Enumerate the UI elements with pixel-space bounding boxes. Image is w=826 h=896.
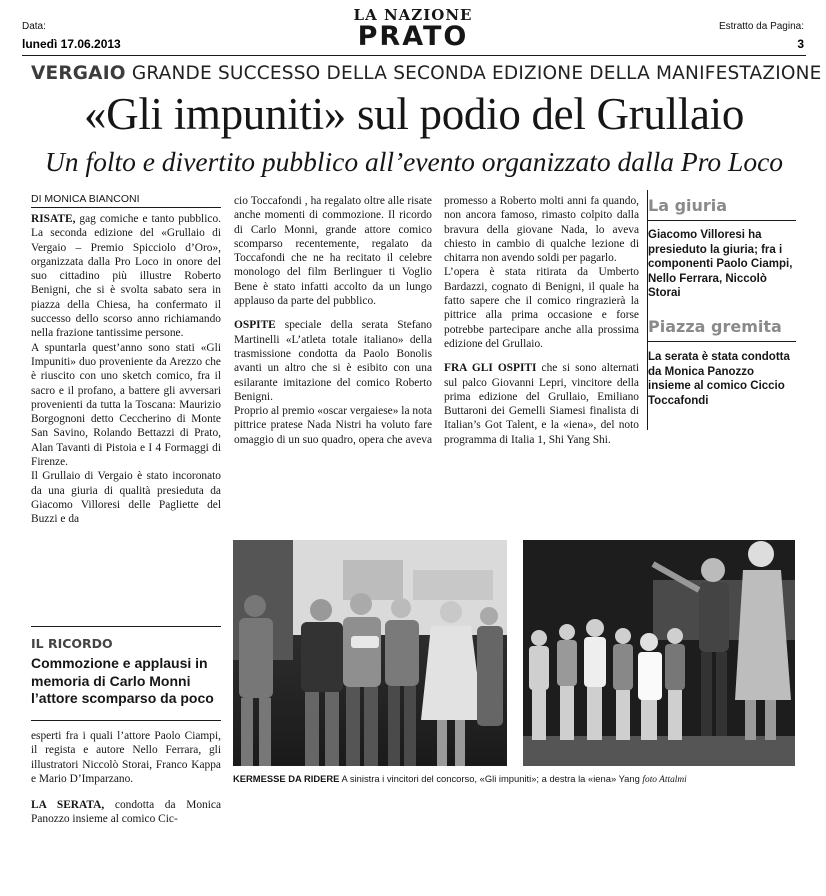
col2-paragraph-3: Proprio al premio «oscar vergaiese» la nota pittrice pratese Nada Nistri ha voluto fare omaggio di un suo quadro, opera che aveva	[234, 405, 433, 446]
col3-paragraph-2: L’opera è stata ritirata da Umberto Bardazzi, cognato di Benigni, il quale ha fatto sapere che il comico ringrazierà la pittrice alla prima occasione e forse potrebbe partecipare anche alla prossima edizione del Grullaio.	[444, 266, 639, 350]
ricordo-top-rule	[31, 626, 221, 627]
col3-paragraph-1: promesso a Roberto molti anni fa quando, non ancora famoso, rimasto colpito dalla bravura della giovane Nada, lo aveva chiesto in cambio di qualche lezione di chitarra non avendo soldi per pagarlo.	[444, 195, 639, 265]
ricordo-bottom-rule	[31, 720, 221, 721]
date-value: lunedì 17.06.2013	[22, 37, 121, 51]
headline: «Gli impuniti» sul podio del Grullaio	[83, 89, 745, 139]
kicker-text: GRANDE SUCCESSO DELLA SECONDA EDIZIONE DELLA MANIFESTAZIONE	[131, 63, 822, 84]
subheadline: Un folto e divertito pubblico all’evento organizzato dalla Pro Loco	[44, 146, 784, 177]
col1-lower-p2-text: condotta da Monica Panozzo insieme al comico Cic-	[31, 799, 222, 826]
col1-lower-paragraph-2	[31, 798, 221, 827]
page-label: Estratto da Pagina:	[718, 21, 804, 32]
byline: DI MONICA BIANCONI	[31, 193, 140, 205]
article-column-3	[444, 194, 639, 447]
header-rule	[22, 55, 806, 56]
piazza-text: La serata è stata condotta da Monica Panozzo insieme al comico Ciccio Toccafondi	[648, 351, 790, 407]
col1-p1-text: gag comiche e tanto pubblico. La seconda edizione del «Grullaio di Vergaio – Premio Spicciolo d’Oro», organizzata dalla Pro Loco in onore del suo cittadino più illustre Roberto Benigni, che si è svolta sabato sera in piazza della Chiesa, ha confermato il successo dello scorso anno richiamando nella frazione tantissime persone.	[31, 213, 221, 340]
col3-p3-text: che si sono alternati sul palco Giovanni Lepri, vincitore della prima edizione del Grullaio, Emiliano Buttaroni dei Gemelli Siamesi finalista di Italian’s Got Talent, e la «iena», del noto programma di Italia 1, Shi Yang Shi.	[444, 362, 639, 446]
caption-lead: KERMESSE DA RIDERE	[233, 773, 340, 784]
caption-credit: foto Attalmi	[642, 775, 687, 785]
col1-paragraph-3: Il Grullaio di Vergaio è stato incoronato da una giuria di qualità presieduta da Giacomo Villoresi delle Pagliette del Buzzi e da	[31, 470, 221, 526]
col3-lead: FRA GLI OSPITI	[444, 362, 537, 375]
date-label: Data:	[22, 21, 46, 32]
col1-paragraph-1	[31, 212, 221, 341]
photo-iena-yang	[523, 540, 795, 766]
piazza-title: Piazza gremita	[648, 317, 782, 336]
col2-p2-text: speciale della serata Stefano Martinelli «L’atleta totale italiano» della trasmissione condotta da Paolo Bonolis avanti un altro che si è esibito con una esilarante imitazione del comico Roberto Benigni.	[234, 319, 432, 403]
col2-paragraph-1: cio Toccafondi , ha regalato oltre alle risate anche momenti di commozione. Il ricordo di Carlo Monni, grande attore comico scomparso recentemente, regalato da Toccafondi che ne ha recitato il celebre monologo del film Berlinguer ti Voglio Bene è stato infatti accolto da un lungo applauso da parte del pubblico.	[234, 195, 432, 308]
caption-text: A sinistra i vincitori del concorso, «Gli impuniti»; a destra la «iena» Yang	[341, 773, 640, 784]
giuria-rule	[648, 220, 796, 221]
kicker-location: VERGAIO	[31, 63, 126, 84]
article-column-2	[234, 194, 432, 447]
byline-rule	[31, 207, 221, 208]
article-kicker	[31, 63, 822, 85]
article-column-1	[31, 212, 221, 527]
page-value: 3	[797, 37, 804, 51]
col1-paragraph-2: A spuntarla quest’anno sono stati «Gli Impuniti» duo proveniente da Arezzo che è riuscito con uno sketch comico, fra il sacro e il profano, a battere gli avversari provenienti da tutta la Toscana: Maurizio Borgognoni detto Ceccherino di Monte San Savino, Rolando Bettazzi di Prato, Alan Tavanti di Pistoia e I 4 Formaggi di Firenze.	[31, 341, 221, 469]
photo-iena-yang-image	[523, 540, 795, 766]
masthead-city: PRATO	[357, 21, 469, 52]
masthead-newspaper: LA NAZIONE	[353, 6, 473, 24]
col2-paragraph-2	[234, 318, 432, 404]
piazza-rule	[648, 341, 796, 342]
ricordo-kicker: IL RICORDO	[31, 636, 113, 651]
article-column-1-lower	[31, 729, 221, 827]
giuria-title: La giuria	[648, 196, 728, 215]
photo-winners-image	[233, 540, 507, 766]
col1-lower-lead: LA SERATA,	[31, 799, 105, 812]
photo-caption	[233, 773, 687, 786]
photo-winners	[233, 540, 507, 766]
col1-lead: RISATE,	[31, 213, 76, 225]
col2-lead: OSPITE	[234, 319, 276, 332]
col1-lower-paragraph-1: esperti fra i quali l’attore Paolo Ciampi, il regista e autore Nello Ferrara, gli illustratori Niccolò Storai, Franco Kappa e Mario D’Imparzano.	[31, 730, 221, 785]
col3-paragraph-3	[444, 361, 639, 447]
ricordo-title: Commozione e applausi in memoria di Carlo Monni l’attore scomparso da poco	[31, 655, 214, 706]
giuria-text: Giacomo Villoresi ha presieduto la giuria; fra i componenti Paolo Ciampi, Nello Ferrara, Niccolò Storai	[648, 229, 793, 299]
